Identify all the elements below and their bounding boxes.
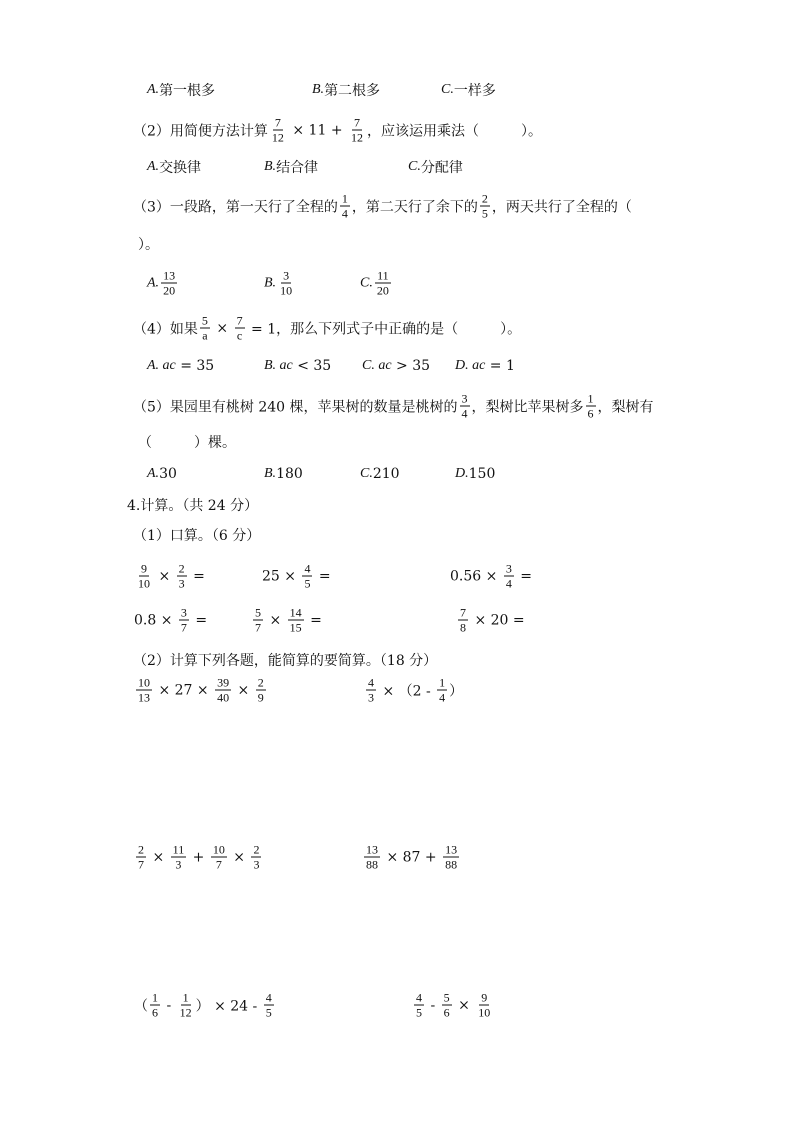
text: × 27 × — [154, 682, 214, 698]
text: 第二根多 — [324, 83, 381, 99]
text: × — [453, 997, 475, 1013]
text: ） × 24 - — [195, 998, 262, 1014]
q2-option-b — [264, 157, 318, 177]
q5-option-c — [360, 466, 400, 482]
q2-option-c — [408, 157, 463, 177]
numerator: 11 — [172, 842, 185, 857]
text: × — [154, 568, 175, 584]
text: = — [305, 612, 322, 628]
option-letter: A. — [147, 466, 160, 481]
numerator: 5 — [255, 605, 261, 620]
text: 30 — [159, 466, 177, 482]
option-letter: A. — [147, 275, 160, 290]
text: 交换律 — [159, 160, 202, 176]
denominator: 12 — [179, 1005, 192, 1020]
denominator: 4 — [505, 576, 512, 591]
fraction — [200, 314, 210, 343]
numerator: 14 — [289, 605, 302, 620]
fraction — [302, 562, 312, 591]
part-1-heading — [133, 525, 260, 545]
q3-question — [133, 192, 632, 221]
text: = 1 — [485, 358, 515, 374]
text: = — [188, 568, 205, 584]
denominator: a — [202, 328, 208, 343]
denominator: 5 — [265, 1005, 272, 1020]
numerator: 1 — [341, 191, 348, 206]
numerator: 5 — [443, 990, 450, 1005]
fraction — [251, 843, 261, 872]
option-letter: C. — [408, 159, 421, 174]
fraction — [288, 606, 304, 635]
fraction — [480, 192, 490, 221]
text: （5）果园里有桃树 240 棵，苹果树的数量是桃树的 — [133, 399, 458, 415]
q3-option-c — [360, 269, 393, 298]
q5-option-d — [455, 466, 495, 482]
fraction — [270, 116, 286, 145]
denominator: 3 — [368, 690, 374, 705]
fraction — [340, 192, 350, 221]
text: 0.8 × — [134, 612, 177, 628]
q5-question — [133, 392, 654, 421]
denominator: 10 — [280, 283, 293, 298]
numerator: 1 — [152, 990, 158, 1005]
oral-4 — [134, 606, 207, 635]
denominator: c — [236, 328, 243, 343]
calc-2 — [364, 676, 463, 705]
denominator: 7 — [180, 620, 187, 635]
text: 210 — [372, 466, 400, 482]
fraction — [437, 676, 447, 705]
option-letter: C. ac — [362, 358, 392, 373]
text: = 1，那么下列式子中正确的是（ ）。 — [246, 321, 522, 337]
q4-option-b — [264, 358, 331, 374]
denominator: 5 — [481, 206, 488, 221]
text: ） — [449, 683, 464, 699]
fraction — [178, 991, 194, 1020]
numerator: 2 — [253, 842, 260, 857]
fraction — [443, 843, 459, 872]
fraction — [161, 269, 177, 298]
option-letter: A. ac — [147, 358, 176, 373]
text: （2）用简便方法计算 — [133, 123, 268, 139]
numerator: 9 — [481, 990, 488, 1005]
text: ，梨树有 — [597, 399, 654, 415]
text: × — [265, 612, 286, 628]
fraction — [458, 606, 468, 635]
fraction — [460, 392, 470, 421]
q5-question-cont — [138, 432, 236, 452]
text: 25 × — [262, 568, 301, 584]
numerator: 10 — [138, 675, 150, 690]
q1-option-b — [312, 80, 380, 100]
text: × — [228, 849, 250, 865]
q4-option-d — [455, 358, 515, 374]
denominator: 40 — [217, 690, 230, 705]
text: （ — [134, 998, 148, 1014]
q5-option-b — [264, 466, 303, 482]
fraction — [256, 676, 266, 705]
option-letter: A. — [147, 82, 160, 97]
q1-option-c — [441, 80, 496, 100]
oral-6 — [456, 606, 525, 635]
denominator: 5 — [304, 576, 311, 591]
numerator: 3 — [461, 391, 468, 406]
fraction — [179, 606, 189, 635]
text: < 35 — [292, 358, 332, 374]
denominator: 9 — [257, 690, 264, 705]
text: × 20 = — [470, 612, 525, 628]
fraction — [253, 606, 263, 635]
fraction — [136, 562, 152, 591]
fraction — [442, 991, 452, 1020]
denominator: 7 — [255, 620, 261, 635]
text: 0.56 × — [450, 568, 502, 584]
text: （ ）棵。 — [138, 435, 236, 451]
fraction — [349, 116, 365, 145]
fraction — [366, 676, 376, 705]
text: （2）计算下列各题，能简算的要简算。（18 分） — [133, 653, 438, 669]
text: - — [426, 997, 440, 1013]
fraction — [476, 991, 492, 1020]
text: × — [148, 849, 169, 865]
text: ，梨树比苹果树多 — [471, 399, 584, 415]
oral-3 — [450, 562, 532, 591]
numerator: 7 — [236, 313, 243, 328]
numerator: 7 — [354, 115, 360, 130]
text: 150 — [468, 466, 496, 482]
fraction — [211, 843, 227, 872]
denominator: 10 — [478, 1005, 491, 1020]
denominator: 12 — [351, 130, 363, 145]
text: （4）如果 — [133, 321, 198, 337]
text: ）。 — [138, 237, 159, 253]
fraction — [364, 843, 380, 872]
numerator: 3 — [180, 605, 187, 620]
numerator: 13 — [445, 842, 458, 857]
denominator: 6 — [587, 406, 594, 421]
text: - — [162, 997, 176, 1013]
option-letter: D. — [455, 466, 469, 481]
denominator: 4 — [341, 206, 348, 221]
option-letter: D. ac — [455, 358, 486, 373]
text: （3）一段路，第一天行了全程的 — [133, 199, 338, 215]
oral-2 — [262, 562, 331, 591]
text: 4.计算。（共 24 分） — [127, 498, 259, 514]
text: + — [188, 849, 209, 865]
fraction — [414, 991, 424, 1020]
q2-option-a — [147, 157, 201, 177]
section-4-heading — [127, 495, 258, 515]
q4-option-a — [147, 358, 214, 374]
q4-option-c — [362, 358, 430, 374]
numerator: 2 — [257, 675, 264, 690]
fraction — [264, 991, 274, 1020]
numerator: 10 — [212, 842, 225, 857]
text: 第一根多 — [159, 83, 216, 99]
denominator: 7 — [215, 857, 222, 872]
option-letter: C. — [360, 466, 373, 481]
denominator: 6 — [443, 1005, 450, 1020]
denominator: 3 — [253, 857, 260, 872]
denominator: 4 — [439, 690, 446, 705]
fraction — [235, 314, 245, 343]
text: × — [233, 682, 254, 698]
text: = — [190, 612, 208, 628]
fraction — [171, 843, 187, 872]
denominator: 10 — [138, 576, 150, 591]
option-letter: A. — [147, 159, 160, 174]
option-letter: B. — [264, 275, 277, 290]
numerator: 5 — [201, 313, 208, 328]
option-letter: B. — [264, 466, 277, 481]
text: 180 — [276, 466, 303, 482]
text: ，应该运用乘法（ ）。 — [367, 123, 542, 139]
numerator: 13 — [366, 842, 378, 857]
numerator: 3 — [505, 561, 512, 576]
q5-option-a — [147, 466, 177, 482]
text: = — [515, 568, 532, 584]
fraction — [504, 562, 514, 591]
text: 结合律 — [276, 160, 319, 176]
text: ，第二天行了余下的 — [351, 199, 478, 215]
denominator: 5 — [416, 1005, 422, 1020]
calc-6 — [412, 991, 494, 1020]
q3-option-a — [147, 269, 179, 298]
option-letter: B. — [312, 82, 325, 97]
denominator: 15 — [289, 620, 302, 635]
text: = — [314, 568, 331, 584]
q3-question-cont — [138, 234, 159, 254]
part-2-heading — [133, 650, 437, 670]
fraction — [375, 269, 391, 298]
calc-3 — [134, 843, 263, 872]
numerator: 4 — [304, 561, 311, 576]
numerator: 4 — [265, 990, 272, 1005]
denominator: 8 — [460, 620, 466, 635]
fraction — [278, 269, 294, 298]
q3-option-b — [264, 269, 296, 298]
numerator: 4 — [416, 990, 422, 1005]
fraction — [150, 991, 160, 1020]
denominator: 6 — [152, 1005, 158, 1020]
numerator: 4 — [368, 675, 374, 690]
denominator: 12 — [271, 130, 284, 145]
denominator: 3 — [178, 576, 185, 591]
oral-1 — [134, 562, 205, 591]
option-letter: B. — [264, 159, 277, 174]
calc-5 — [134, 991, 276, 1020]
q4-question — [133, 314, 521, 343]
text: ，两天共行了全程的（ — [491, 199, 632, 215]
numerator: 1 — [182, 990, 189, 1005]
text: × （2 - — [378, 683, 436, 699]
denominator: 88 — [445, 857, 458, 872]
fraction — [215, 676, 231, 705]
calc-4 — [362, 843, 461, 872]
q1-option-a — [147, 80, 215, 100]
text: × — [211, 320, 233, 336]
text: 一样多 — [453, 83, 496, 99]
text: （1）口算。（6 分） — [133, 528, 261, 544]
text: × 87 + — [382, 849, 442, 865]
q2-question — [133, 116, 542, 145]
text: = 35 — [175, 358, 215, 374]
numerator: 3 — [283, 268, 290, 283]
denominator: 13 — [138, 690, 150, 705]
numerator: 13 — [163, 268, 176, 283]
numerator: 39 — [217, 675, 230, 690]
fraction — [136, 676, 152, 705]
denominator: 3 — [175, 857, 182, 872]
numerator: 2 — [138, 842, 144, 857]
numerator: 1 — [439, 675, 446, 690]
numerator: 1 — [587, 391, 594, 406]
option-letter: C. — [360, 275, 373, 290]
fraction — [586, 392, 596, 421]
calc-1 — [134, 676, 268, 705]
denominator: 20 — [163, 283, 176, 298]
text: > 35 — [391, 358, 431, 374]
numerator: 9 — [141, 561, 147, 576]
option-letter: C. — [441, 82, 454, 97]
oral-5 — [251, 606, 322, 635]
numerator: 7 — [274, 115, 281, 130]
text: × 11 + — [287, 122, 347, 138]
denominator: 7 — [138, 857, 144, 872]
text: 分配律 — [420, 160, 463, 176]
numerator: 11 — [377, 268, 389, 283]
denominator: 20 — [376, 283, 389, 298]
denominator: 4 — [461, 406, 468, 421]
numerator: 2 — [481, 191, 488, 206]
denominator: 88 — [366, 857, 378, 872]
numerator: 2 — [178, 561, 185, 576]
option-letter: B. ac — [264, 358, 293, 373]
fraction — [136, 843, 146, 872]
numerator: 7 — [460, 605, 466, 620]
fraction — [177, 562, 187, 591]
